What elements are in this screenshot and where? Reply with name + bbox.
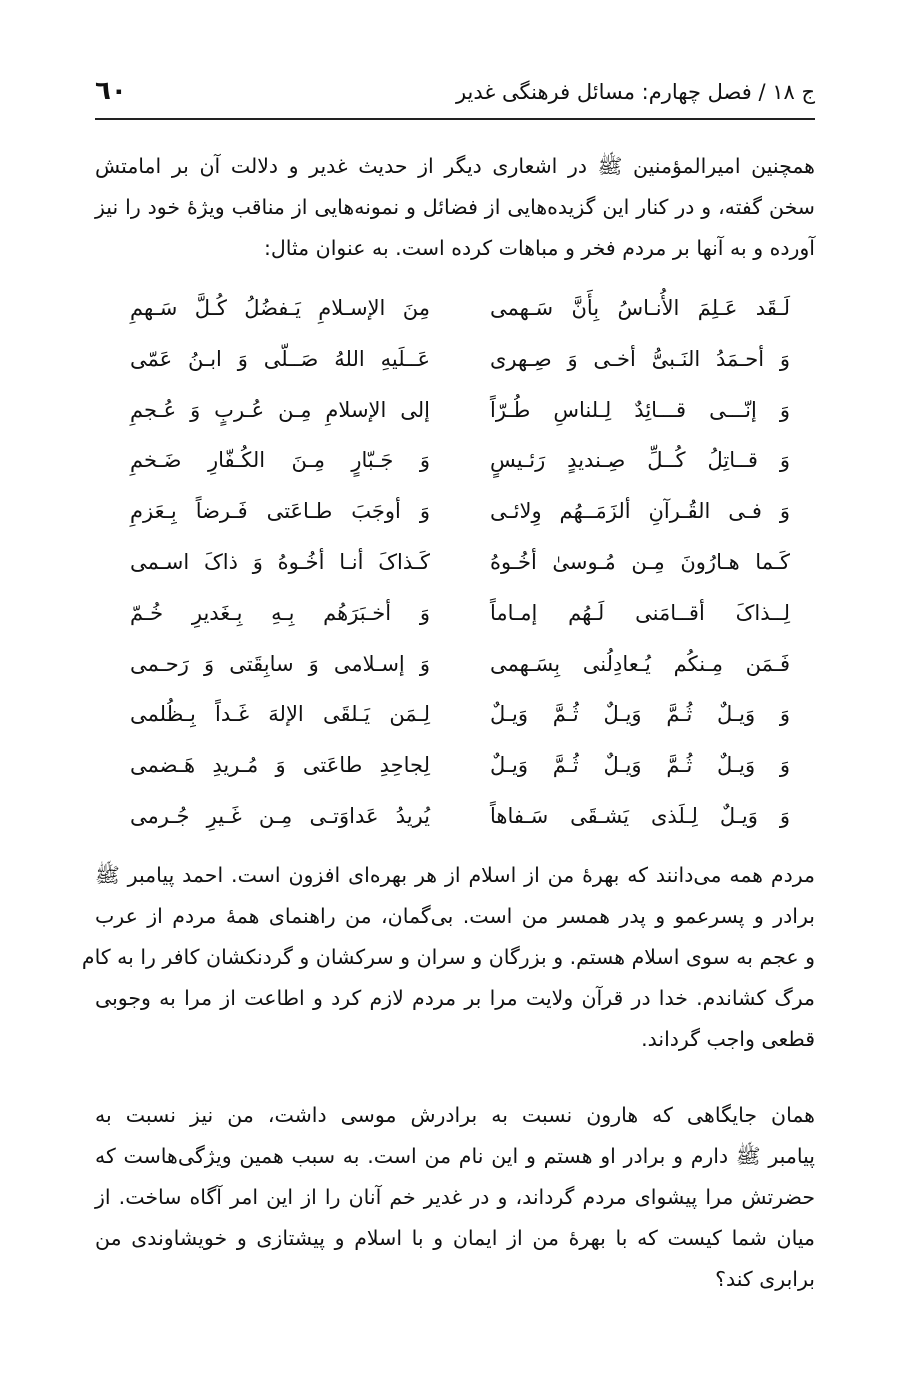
poem-verse: [130, 296, 790, 347]
paragraph-line: قطعی واجب گرداند.: [641, 1027, 815, 1051]
poem-verse: [130, 448, 790, 499]
poem-verse: [130, 753, 790, 804]
paragraph-line: سخن گفته، و در کنار این گزیده‌هایی از فضائل و نمونه‌هایی از مناقب ویژهٔ خود را نیز: [95, 195, 815, 219]
paragraph-line: برادر و پسرعمو و پدر همسر من است. بی‌گمان، من راهنمای همهٔ مردم از عرب: [95, 904, 815, 928]
poem: [130, 296, 790, 855]
hemistich-second: یُریدُ عَداوَتـی مِـن غَـیرِ جُـرمی: [130, 803, 430, 828]
hemistich-second: لِـمَن یَـلقَی الإلهَ غَـداً بِـظُلمی: [130, 702, 430, 727]
poem-verse: [130, 652, 790, 703]
page-header: [95, 72, 815, 120]
poem-verse: [130, 550, 790, 601]
hemistich-first: وَ أحـمَدُ النَـبیُّ أخـی وَ صِـهری: [490, 346, 790, 371]
hemistich-second: مِنَ الإسـلامِ یَـفضُلُ کُـلَّ سَـهمِ: [130, 296, 430, 320]
hemistich-second: وَ إسـلامی وَ سابِقَتی وَ رَحـمی: [130, 651, 430, 676]
hemistich-first: وَ وَیـلٌ ثُـمَّ وَیـلٌ ثُـمَّ وَیـلٌ: [490, 753, 790, 778]
hemistich-first: کَـما هـارُونَ مِـن مُـوسیٰ أخُـوهُ: [490, 549, 790, 574]
hemistich-second: عَــلَیهِ اللهُ صَــلّی وَ ابـنُ عَمّی: [130, 346, 430, 371]
hemistich-second: کَـذاکَ أنـا أخُـوهُ وَ ذاکَ اسـمی: [130, 549, 430, 574]
paragraph-line: میان شما کیست که با بهرهٔ من از ایمان و با اسلام و پیشتازی و خویشاوندی من: [95, 1226, 815, 1250]
paragraph-line: مرگ کشاندم. خدا در قرآن ولایت مرا بر مردم لازم کرد و اطاعت از مرا به وجوبی: [95, 986, 815, 1010]
translation-paragraph: [81, 855, 815, 1060]
poem-verse: [130, 702, 790, 753]
paragraph-line: حضرتش مرا پیشوای مردم گرداند، و در غدیر خم آنان را از این امر آگاه ساخت. از: [95, 1185, 815, 1209]
paragraph-line: برابری کند؟: [715, 1267, 815, 1291]
poem-verse: [130, 804, 790, 855]
hemistich-first: لِــذاکَ أقــامَنی لَـهُم إمـاماً: [490, 600, 790, 625]
poem-verse: [130, 398, 790, 449]
paragraph-line: آورده و به آنها بر مردم فخر و مباهات کرده است. به عنوان مثال:: [263, 236, 815, 260]
paragraph-line: مردم همه می‌دانند که بهرهٔ من از اسلام از هر بهره‌ای افزون است. احمد پیامبر ﷺ: [95, 863, 815, 887]
hemistich-first: وَ قــاتِلُ کُــلِّ صِـندیدٍ رَئـیسٍ: [490, 448, 790, 473]
poem-verse: [130, 499, 790, 550]
hemistich-first: لَـقَد عَـلِمَ الأُنـاسُ بِأَنَّ سَـهمی: [490, 296, 790, 320]
hemistich-first: وَ وَیـلٌ ثُـمَّ وَیـلٌ ثُـمَّ وَیـلٌ: [490, 702, 790, 727]
paragraph-line: پیامبر ﷺ دارم و برادر او هستم و این نام من است. به سبب همین ویژگی‌هاست که: [95, 1144, 815, 1168]
paragraph-line: و عجم به سوی اسلام هستم. و بزرگان و سران و سرکشان و گردنکشان کافر را به کام: [81, 945, 815, 969]
hemistich-first: وَ إنّـــی قـــائِدٌ لِـلناسِ طُـرّاً: [490, 397, 790, 422]
poem-verse: [130, 347, 790, 398]
paragraph-line: همچنین امیرالمؤمنین ﷺ در اشعاری دیگر از حدیث غدیر و دلالت آن بر امامتش: [95, 154, 815, 178]
hemistich-first: فَـمَن مِـنکُم یُـعادِلُنی بِسَـهمی: [490, 651, 790, 676]
hemistich-first: وَ فـی القُـرآنِ ألزَمَــهُم وِلائـی: [490, 499, 790, 524]
hemistich-second: وَ أوجَبَ طـاعَتی فَـرضاً بِـعَزمِ: [130, 499, 430, 524]
translation-paragraph: [95, 1095, 815, 1300]
hemistich-second: وَ أخـبَرَهُم بِـهِ بِـغَدیرِ خُـمّ: [130, 600, 430, 625]
hemistich-second: وَ جَـبّارٍ مِـنَ الکُـفّارِ ضَـخمِ: [130, 448, 430, 473]
running-title: ج ۱۸ / فصل چهارم: مسائل فرهنگی غدیر: [455, 80, 815, 104]
intro-paragraph: [95, 146, 815, 269]
hemistich-first: وَ وَیـلٌ لِـلَذی یَشـقَی سَـفاهاً: [490, 803, 790, 828]
paragraph-line: همان جایگاهی که هارون نسبت به برادرش موسی داشت، من نیز نسبت به: [95, 1103, 815, 1127]
hemistich-second: لِجاحِدِ طاعَتی وَ مُـریدِ هَـضمی: [130, 753, 430, 778]
poem-verse: [130, 601, 790, 652]
hemistich-second: إلی الإسلامِ مِـن عُـربٍ وَ عُـجمِ: [130, 397, 430, 422]
page-number: ٦٠: [95, 76, 127, 106]
